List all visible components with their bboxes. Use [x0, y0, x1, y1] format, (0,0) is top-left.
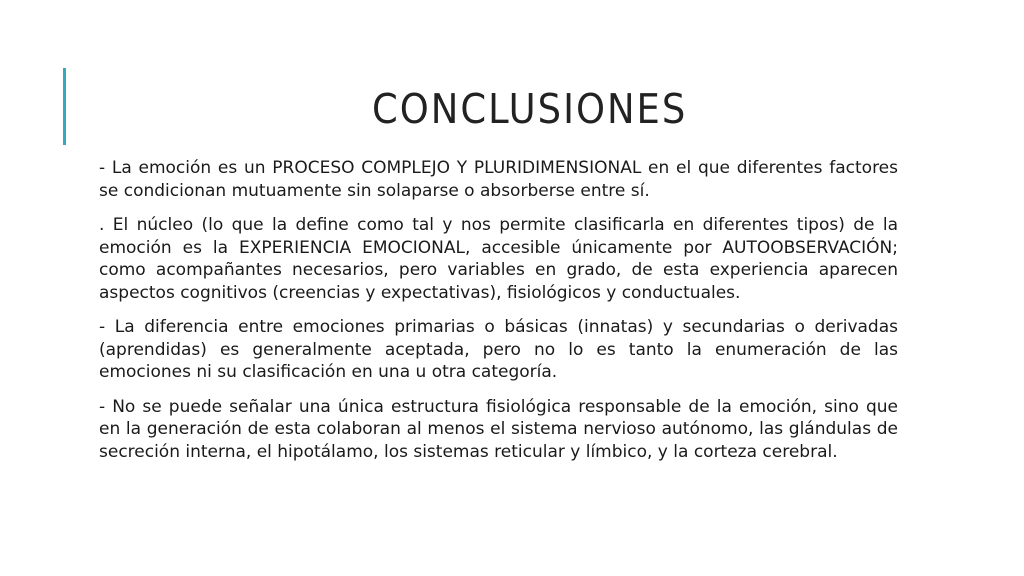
paragraph-emotional-experience: . El núcleo (lo que la define como tal y nos permite clasificarla en diferentes tipos) de la emoción es la EXPERIENCIA EMOCIONAL, accesible únicamente por AUTOOBSERVACIÓN; como acompañantes necesarios, pero variables en grado, de esta experiencia aparecen aspectos cognitivos (creencias y expectativas), fisiológicos y conductuales.	[99, 215, 898, 303]
slide-body	[99, 157, 898, 475]
paragraph-physiological-structures: - No se puede señalar una única estructura fisiológica responsable de la emoción, sino que en la generación de esta colaboran al menos el sistema nervioso autónomo, las glándulas de secreción interna, el hipotálamo, los sistemas reticular y límbico, y la corteza cerebral.	[99, 396, 898, 462]
title-accent-bar	[63, 68, 66, 145]
paragraph-primary-secondary-emotions: - La diferencia entre emociones primarias o básicas (innatas) y secundarias o derivadas (aprendidas) es generalmente aceptada, pero no lo es tanto la enumeración de las emociones ni su clasificación en una u otra categoría.	[99, 317, 898, 382]
paragraph-emotion-process: - La emoción es un PROCESO COMPLEJO Y PLURIDIMENSIONAL en el que diferentes factores se condicionan mutuamente sin solaparse o absorberse entre sí.	[99, 158, 898, 201]
slide-title: CONCLUSIONES	[372, 85, 688, 133]
